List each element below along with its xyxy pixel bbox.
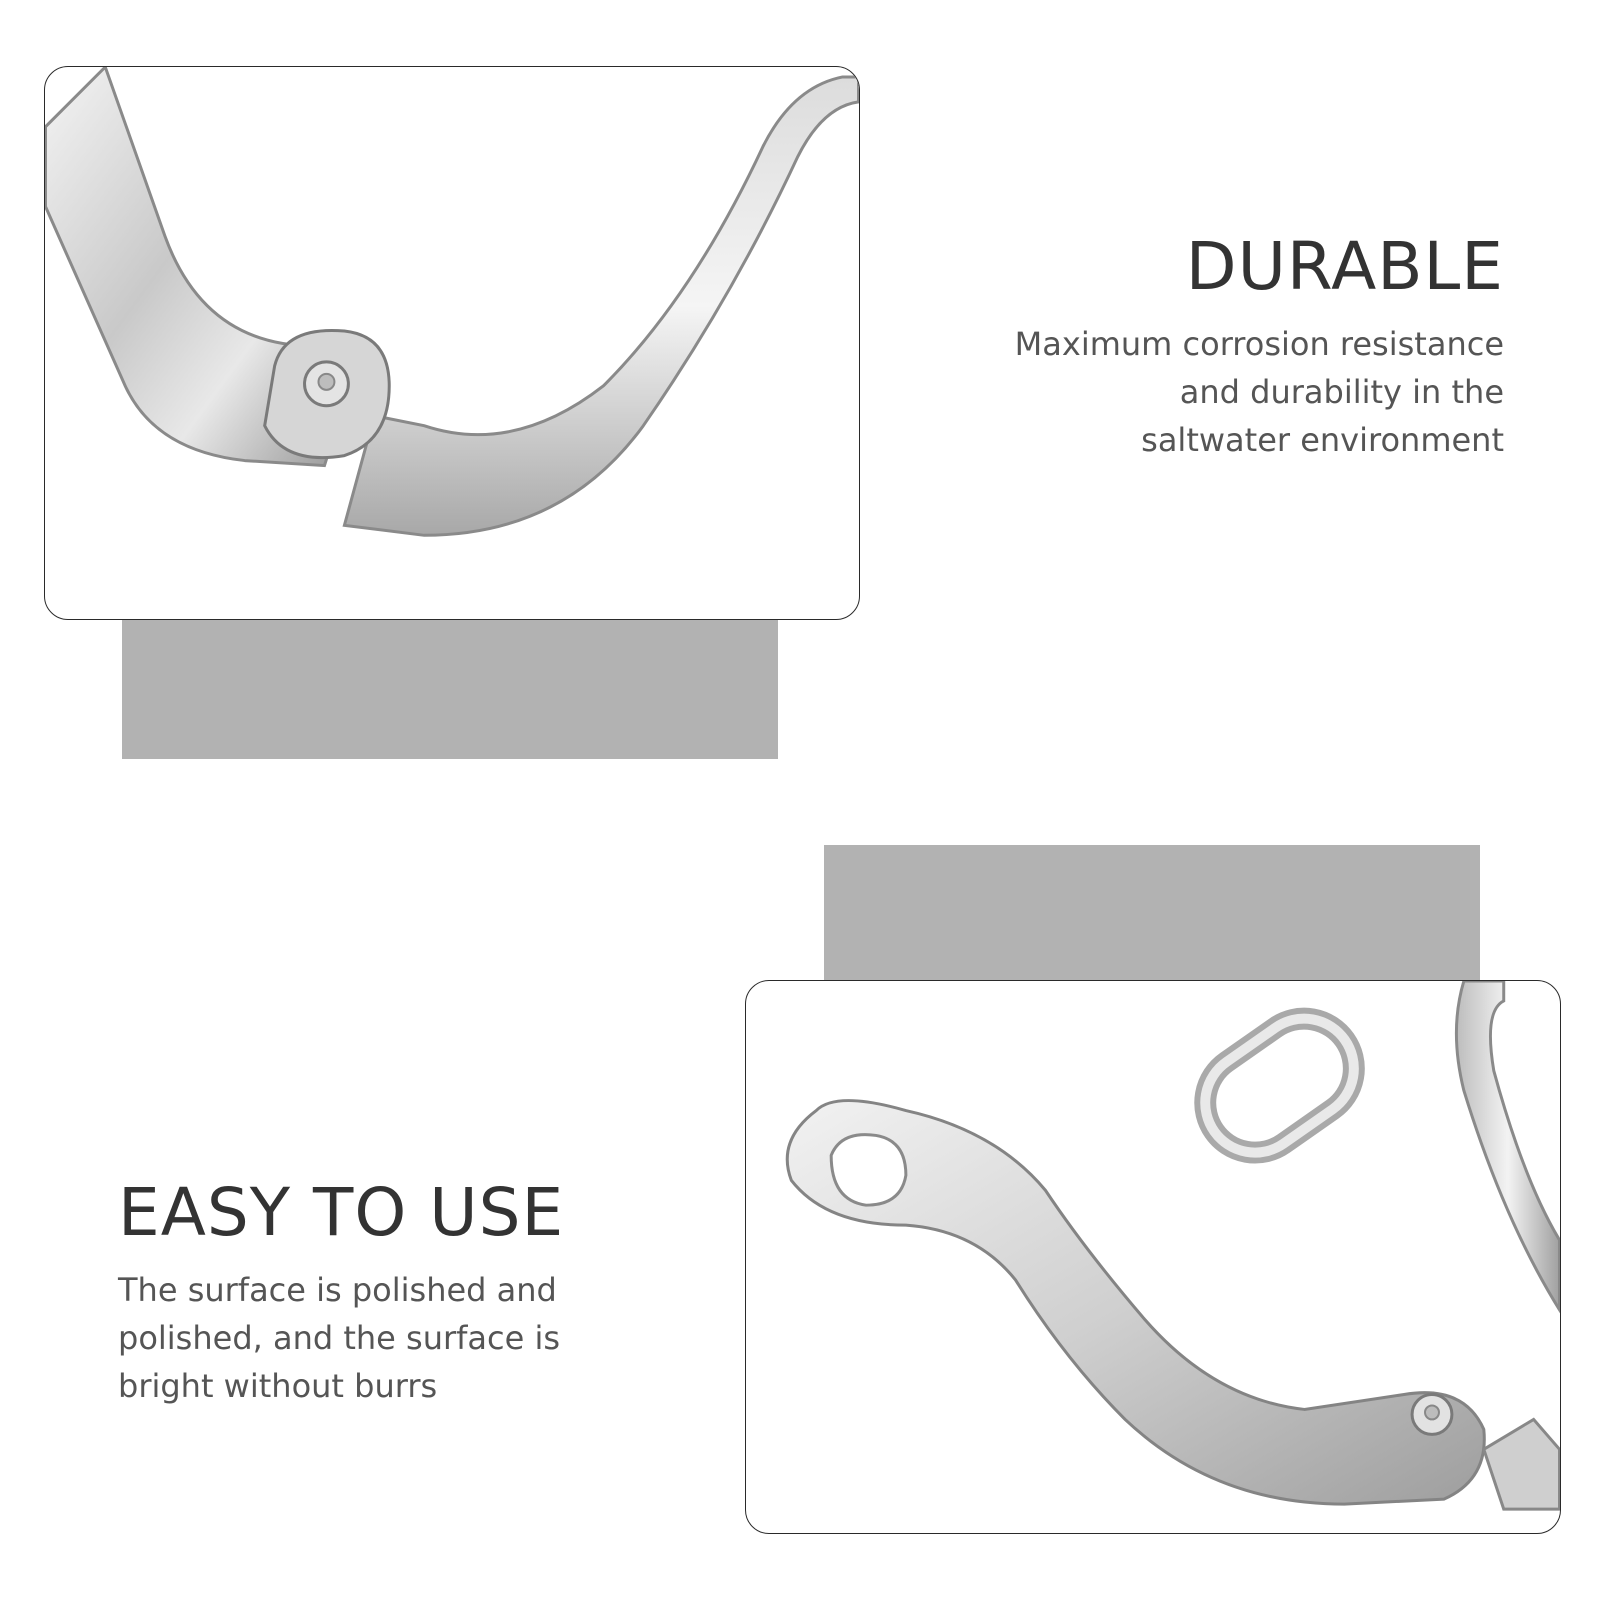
feature-durable-description-line: Maximum corrosion resistance xyxy=(1014,325,1504,363)
feature-easy-to-use-description-line: bright without burrs xyxy=(118,1367,438,1405)
feature-durable-description-line: saltwater environment xyxy=(1141,421,1504,459)
feature-durable-description xyxy=(904,320,1504,464)
feature-durable-description-line: and durability in the xyxy=(1179,373,1504,411)
feature-durable xyxy=(904,228,1504,464)
feature-durable-title: DURABLE xyxy=(1185,228,1504,305)
steel-hook-hinge-illustration xyxy=(45,67,859,619)
product-closeup-hinge-photo xyxy=(44,66,860,620)
feature-easy-to-use-title: EASY TO USE xyxy=(118,1174,565,1251)
feature-easy-to-use-description-line: The surface is polished and xyxy=(118,1271,557,1309)
product-closeup-arm-ring-photo xyxy=(745,980,1561,1534)
feature-easy-to-use xyxy=(118,1174,638,1410)
decorative-gray-block-bottom xyxy=(824,845,1480,980)
feature-easy-to-use-description xyxy=(118,1266,638,1410)
decorative-gray-block-top xyxy=(122,620,778,759)
feature-easy-to-use-description-line: polished, and the surface is xyxy=(118,1319,561,1357)
steel-hook-arm-and-ring-illustration xyxy=(746,981,1560,1533)
